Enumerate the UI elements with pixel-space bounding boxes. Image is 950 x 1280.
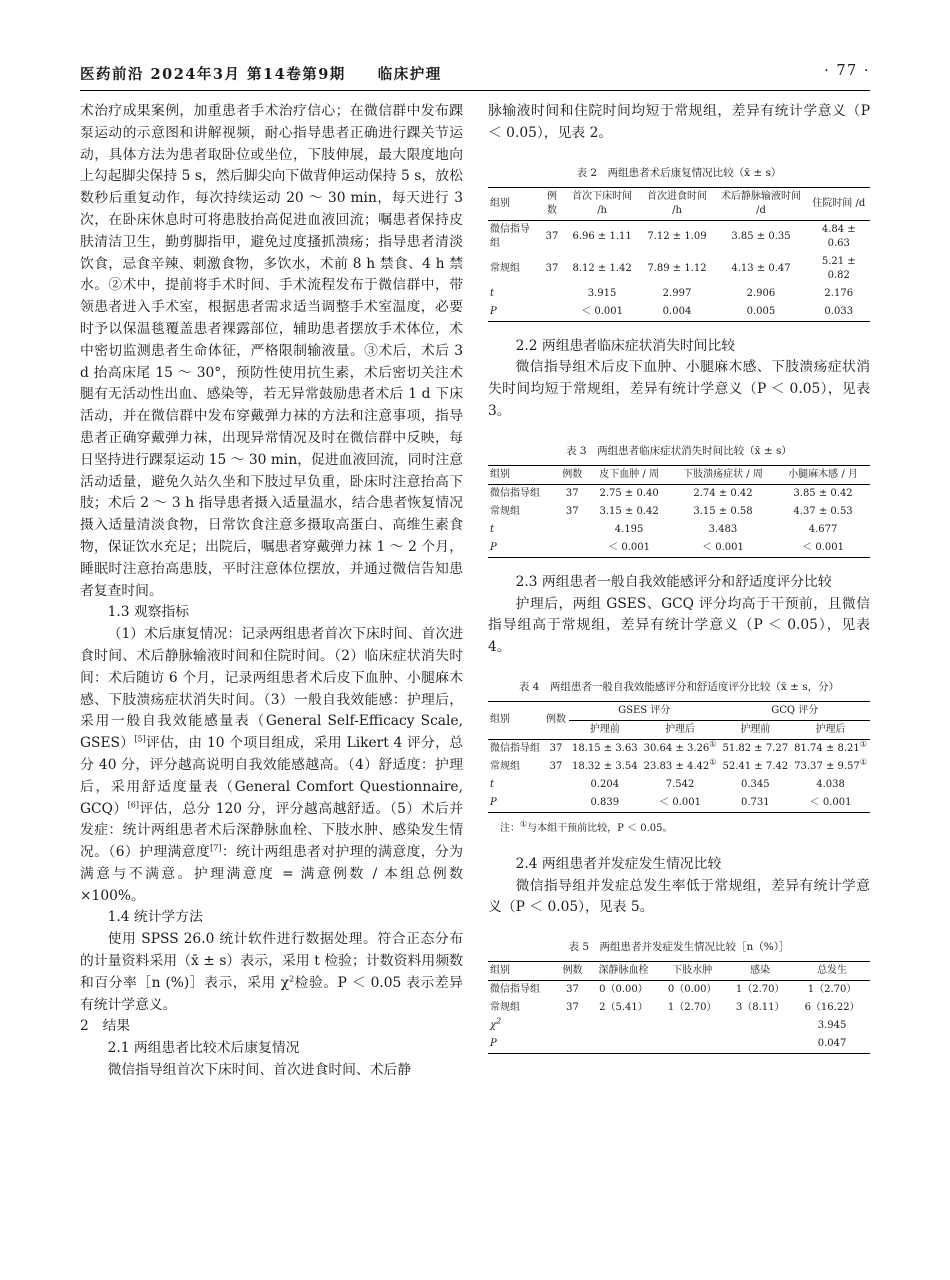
- table-header: 护理后: [791, 720, 870, 739]
- table-cell: 4.84 ± 0.63: [821, 223, 856, 249]
- table-cell: [556, 1035, 588, 1054]
- table-row: [488, 220, 870, 253]
- table-cell: [658, 1017, 726, 1035]
- table-cell: 3.85 ± 0.42: [793, 487, 853, 499]
- section-heading-2-2: 2.2 两组患者临床症状消失时间比较: [515, 337, 736, 354]
- superscript: 2: [289, 974, 295, 984]
- table-cell: 3（8.11）: [735, 1002, 785, 1014]
- citation-ref: [5]: [134, 734, 146, 744]
- table4-note: [500, 818, 870, 840]
- table-row: [488, 776, 870, 794]
- table-cell: ＜ 0.001: [791, 794, 870, 813]
- table-cell: 0.204: [590, 778, 620, 790]
- table4: [488, 701, 870, 813]
- table-cell: 4.37 ± 0.53: [793, 505, 853, 517]
- table-cell: [539, 303, 564, 322]
- superscript: 2: [496, 1016, 502, 1026]
- table-header: 总发生: [794, 962, 870, 981]
- table-cell: P: [488, 539, 556, 558]
- table-cell: 37: [566, 1002, 579, 1014]
- table-header: 感染: [726, 962, 794, 981]
- table-header: GSES 评分: [569, 701, 719, 720]
- table-cell: [658, 1035, 726, 1054]
- journal-title: 医药前沿 2024年3月 第14卷第9期 临床护理: [80, 66, 442, 83]
- table-cell: 2（5.41）: [599, 1002, 648, 1014]
- table-cell: 6.96 ± 1.11: [572, 230, 632, 242]
- table-row: [488, 758, 870, 776]
- table-cell: [641, 739, 720, 758]
- table-cell: [726, 1017, 794, 1035]
- cell-value: 73.37 ± 9.57: [794, 760, 860, 772]
- table-cell: [543, 776, 569, 794]
- table-row: [488, 1017, 870, 1035]
- table-header: 首次下床时间 /h: [565, 187, 640, 220]
- body-paragraph: [80, 929, 463, 1016]
- table-header: 例数: [539, 187, 564, 220]
- table-cell: 18.32 ± 3.54: [572, 760, 638, 772]
- body-paragraph: [80, 624, 463, 907]
- table2: [488, 187, 870, 322]
- table-row: [488, 253, 870, 285]
- table-header: 小腿麻木感 / 月: [776, 465, 870, 484]
- table-header: 组别: [488, 701, 543, 739]
- table-header: 护理后: [641, 720, 720, 739]
- table-cell: 4.038: [816, 778, 845, 790]
- table-header: 下肢水肿: [658, 962, 726, 981]
- table-cell: 3.915: [587, 287, 617, 299]
- table-cell: 0（0.00）: [599, 984, 648, 996]
- chi-symbol: χ: [490, 1020, 497, 1032]
- left-column: [80, 101, 463, 1082]
- note-text: 与本组干预前比较，P ＜ 0.05。: [527, 822, 673, 834]
- table-row: [488, 303, 870, 322]
- table-cell: 2.176: [824, 287, 854, 299]
- footnote-mark: ①: [709, 757, 717, 767]
- table-cell: 37: [549, 760, 563, 772]
- table-header: 组别: [488, 962, 556, 981]
- table5: [488, 961, 870, 1054]
- table-cell: [791, 758, 870, 776]
- table-header: 例数: [543, 701, 569, 739]
- right-column: [488, 101, 870, 1054]
- table-cell: 微信指导组: [490, 223, 530, 249]
- table-cell: 7.12 ± 1.09: [647, 230, 707, 242]
- table-cell: 常规组: [490, 760, 520, 772]
- body-paragraph: 护理后，两组 GSES、GCQ 评分均高于干预前，且微信指导组高于常规组，差异有统计学意义（P ＜ 0.05），见表 4。: [488, 595, 870, 656]
- table-cell: 3.15 ± 0.42: [599, 505, 659, 517]
- table-cell: 0.731: [719, 794, 791, 813]
- table-cell: [791, 739, 870, 758]
- table-row: [488, 1035, 870, 1054]
- table-cell: 37: [545, 262, 559, 274]
- table-cell: 4.195: [614, 523, 644, 535]
- page-number: · 77 ·: [824, 63, 870, 79]
- table-cell: 37: [565, 505, 579, 517]
- table-cell: [556, 539, 588, 558]
- section-heading-2-3: 2.3 两组患者一般自我效能感评分和舒适度评分比较: [515, 573, 832, 590]
- table-header: 下肢溃疡症状 / 周: [670, 465, 776, 484]
- cell-value: 23.83 ± 4.42: [643, 760, 710, 772]
- table-cell: 37: [566, 984, 579, 996]
- table-header: 护理前: [719, 720, 791, 739]
- table3-title: 表 3 两组患者临床症状消失时间比较（x̄ ± s）: [566, 444, 792, 457]
- table-cell: [543, 794, 569, 813]
- citation-ref: [6]: [127, 799, 139, 809]
- section-heading-2: 2 结果: [80, 1018, 131, 1035]
- body-paragraph: 脉输液时间和住院时间均短于常规组，差异有统计学意义（P ＜ 0.05），见表 2。: [488, 103, 870, 141]
- text-run: 评估，总分 120 分，评分越高越舒适。（5）术后并发症：统计两组患者术后深静脉血栓、下肢水肿、感染发生情况。（6）护理满意度: [80, 800, 464, 861]
- table-cell: 微信指导组: [490, 742, 540, 754]
- header-divider: [80, 90, 870, 91]
- table-cell: t: [490, 287, 495, 299]
- table-cell: 18.15 ± 3.63: [572, 742, 638, 754]
- table-cell: 常规组: [490, 1002, 520, 1014]
- body-paragraph: 微信指导组并发症总发生率低于常规组，差异有统计学意义（P ＜ 0.05），见表 5。: [488, 877, 870, 916]
- table-cell: [589, 1017, 659, 1035]
- table-cell: 0.004: [640, 303, 715, 322]
- table-cell: 0（0.00）: [667, 984, 717, 996]
- table3: [488, 465, 870, 558]
- table-cell: 1（2.70）: [807, 984, 857, 996]
- table-cell: 2.997: [662, 287, 692, 299]
- table-cell: 7.542: [665, 778, 695, 790]
- text-run: ：统计两组患者对护理的满意度，分为满意与不满意。护理满意度 = 满意例数 / 本组总例数 ×100%。: [80, 844, 464, 904]
- section-heading-1-4: 1.4 统计学方法: [107, 909, 203, 926]
- table-row: [488, 794, 870, 813]
- table-cell: 0.047: [794, 1035, 870, 1054]
- table-header: 护理前: [569, 720, 641, 739]
- table-row: [488, 981, 870, 1000]
- table-cell: 3.945: [817, 1020, 847, 1032]
- section-heading-2-1: 2.1 两组患者比较术后康复情况: [107, 1040, 300, 1057]
- table-cell: P: [488, 1035, 556, 1054]
- table-header: 组别: [488, 465, 556, 484]
- table-cell: [556, 1017, 588, 1035]
- table-cell: 5.21 ± 0.82: [821, 255, 856, 281]
- table-cell: 3.483: [708, 523, 738, 535]
- table-cell: t: [490, 778, 495, 790]
- note-prefix: 注：: [500, 822, 520, 834]
- table-header: 皮下血肿 / 周: [588, 465, 669, 484]
- cell-value: 81.74 ± 8.21: [794, 742, 860, 754]
- table-cell: ＜ 0.001: [670, 539, 776, 558]
- table-cell: 3.85 ± 0.35: [731, 230, 791, 242]
- table-cell: [488, 1017, 556, 1035]
- table-header: 组别: [488, 187, 539, 220]
- section-heading-2-4: 2.4 两组患者并发症发生情况比较: [515, 855, 722, 872]
- table-cell: 1（2.70）: [667, 1002, 717, 1014]
- table-header: 首次进食时间 /h: [640, 187, 715, 220]
- footnote-mark: ①: [859, 739, 867, 749]
- table-row: [488, 739, 870, 758]
- text-run: 使用 SPSS 26.0 统计软件进行数据处理。符合正态分布的计量资料采用（x̄ ± s）表示，采用 t 检验；计数资料用频数和百分率［n (%)］表示，采用 χ: [80, 931, 463, 991]
- table-header: 例数: [556, 962, 588, 981]
- cell-value: 30.64 ± 3.26: [643, 742, 710, 754]
- table5-title: 表 5 两组患者并发症发生情况比较［n（%）］: [568, 941, 790, 954]
- table-row: [488, 484, 870, 503]
- table-header: 术后静脉输液时间 /d: [714, 187, 807, 220]
- citation-ref: [7]: [210, 843, 222, 853]
- table-cell: 7.89 ± 1.12: [647, 262, 707, 274]
- table-cell: 常规组: [490, 505, 520, 517]
- body-paragraph: 微信指导组术后皮下血肿、小腿麻木感、下肢溃疡症状消失时间均短于常规组，差异有统计学意义（P ＜ 0.05），见表 3。: [488, 359, 870, 419]
- table-header: 例数: [556, 465, 588, 484]
- table-row: [488, 285, 870, 303]
- footnote-mark: ①: [520, 819, 528, 829]
- table-cell: P: [488, 303, 539, 322]
- table-cell: 6（16.22）: [804, 1002, 860, 1014]
- table-cell: P: [488, 794, 543, 813]
- table-header: GCQ 评分: [719, 701, 870, 720]
- text-run: 评估，由 10 个项目组成，采用 Likert 4 评分，总分 40 分，评分越高说明自我效能感越高。（4）舒适度：护理后，采用舒适度量表（General Comfort Questionnaire, GCQ）: [80, 735, 463, 817]
- table-cell: 37: [545, 230, 559, 242]
- footnote-mark: ①: [859, 757, 867, 767]
- section-heading-1-3: 1.3 观察指标: [107, 604, 190, 621]
- table-cell: t: [490, 523, 495, 535]
- table-cell: [641, 758, 720, 776]
- table-cell: 4.13 ± 0.47: [731, 262, 791, 274]
- table-row: [488, 521, 870, 539]
- table-cell: ＜ 0.001: [776, 539, 870, 558]
- table-cell: 3.15 ± 0.58: [693, 505, 753, 517]
- table-cell: 0.345: [740, 778, 770, 790]
- table-cell: 37: [549, 742, 563, 754]
- table-cell: ＜ 0.001: [588, 539, 669, 558]
- table-cell: 2.75 ± 0.40: [599, 487, 659, 499]
- table-row: [488, 999, 870, 1017]
- table-cell: 0.839: [569, 794, 641, 813]
- table-cell: 0.033: [807, 303, 870, 322]
- table4-title: 表 4 两组患者一般自我效能感评分和舒适度评分比较（x̄ ± s，分）: [518, 680, 840, 693]
- table-row: [488, 539, 870, 558]
- table-cell: [556, 521, 588, 539]
- footnote-mark: ①: [709, 739, 717, 749]
- table-cell: 2.74 ± 0.42: [693, 487, 753, 499]
- table2-title: 表 2 两组患者术后康复情况比较（x̄ ± s）: [576, 166, 782, 179]
- table-cell: ＜ 0.001: [565, 303, 640, 322]
- table-cell: 微信指导组: [490, 984, 540, 996]
- table-cell: 微信指导组: [490, 487, 540, 499]
- table-cell: 2.906: [746, 287, 776, 299]
- table-cell: [726, 1035, 794, 1054]
- table-cell: [589, 1035, 659, 1054]
- table-cell: [539, 285, 564, 303]
- body-paragraph: 术治疗成果案例，加重患者手术治疗信心；在微信群中发布踝泵运动的示意图和讲解视频，耐心指导患者正确进行踝关节运动，具体方法为患者取卧位或坐位，下肢伸展，最大限度地向上勾起脚尖保持 5 s，然后脚尖向下做背伸运动保持 5 s，放松数秒后重复动作，每次持续运动 20 ～ 30 min，每天进行 3 次，在卧床休息时可将患肢抬高促进血液回流；嘱患者保持皮肤清洁卫生，勤剪脚指甲，避免过度搔抓溃疡；指导患者清淡饮食，忌食辛辣、刺激食物，多饮水，术前 8 h 禁食、4 h 禁水。②术中，提前将手术时间、手术流程发布于微信群中，带领患者进入手术室，根据患者需求适当调整手术室温度，必要时予以保温毯覆盖患者裸露部位，辅助患者摆放手术体位，术中密切监测患者生命体征，严格限制输液量。③术后，术后 3 d 抬高床尾 15 ～ 30°，预防性使用抗生素，术后密切关注术腿有无活动性出血、感染等，若无异常鼓励患者术后 1 d 下床活动，并在微信群中发布穿戴弹力袜的方法和注意事项，指导患者正确穿戴弹力袜，出现异常情况及时在微信群中反映，每日坚持进行踝泵运动 15 ～ 30 min，促进血液回流，同时注意活动适量，避免久站久坐和下肢过早负重，卧床时注意抬高下肢；术后 2 ～ 3 h 指导患者摄入适量温水，结合患者恢复情况摄入适量清淡食物，日常饮食注意多摄取高蛋白、高维生素食物，保证饮水充足；出院后，嘱患者穿戴弹力袜 1 ～ 2 个月，睡眠时注意抬高患肢，平时注意体位摆放，并通过微信告知患者复查时间。: [80, 103, 463, 599]
- table-cell: 常规组: [490, 262, 520, 274]
- table-cell: 51.82 ± 7.27: [722, 742, 789, 754]
- table-cell: 8.12 ± 1.42: [572, 262, 632, 274]
- table-cell: ＜ 0.001: [641, 794, 720, 813]
- text-run: （1）术后康复情况：记录两组患者首次下床时间、首次进食时间、术后静脉输液时间和住院时间。（2）临床症状消失时间：术后随访 6 个月，记录两组患者术后皮下血肿、小腿麻木感、下肢溃疡症状消失时间。（3）一般自我效能感：护理后，采用一般自我效能感量表（General Self-Efficacy Scale, GSES）: [80, 626, 463, 752]
- text-run: 检验。P ＜ 0.05 表示差异有统计学意义。: [80, 974, 463, 1013]
- table-header: 住院时间 /d: [807, 187, 870, 220]
- page-header: [80, 63, 870, 89]
- table-cell: 0.005: [714, 303, 807, 322]
- table-cell: 52.41 ± 7.42: [722, 760, 789, 772]
- table-cell: 1（2.70）: [735, 984, 785, 996]
- table-header: 深静脉血栓: [589, 962, 659, 981]
- table-cell: 37: [565, 487, 579, 499]
- table-cell: 4.677: [808, 523, 838, 535]
- body-paragraph: 微信指导组首次下床时间、首次进食时间、术后静: [107, 1062, 412, 1079]
- table-row: [488, 503, 870, 521]
